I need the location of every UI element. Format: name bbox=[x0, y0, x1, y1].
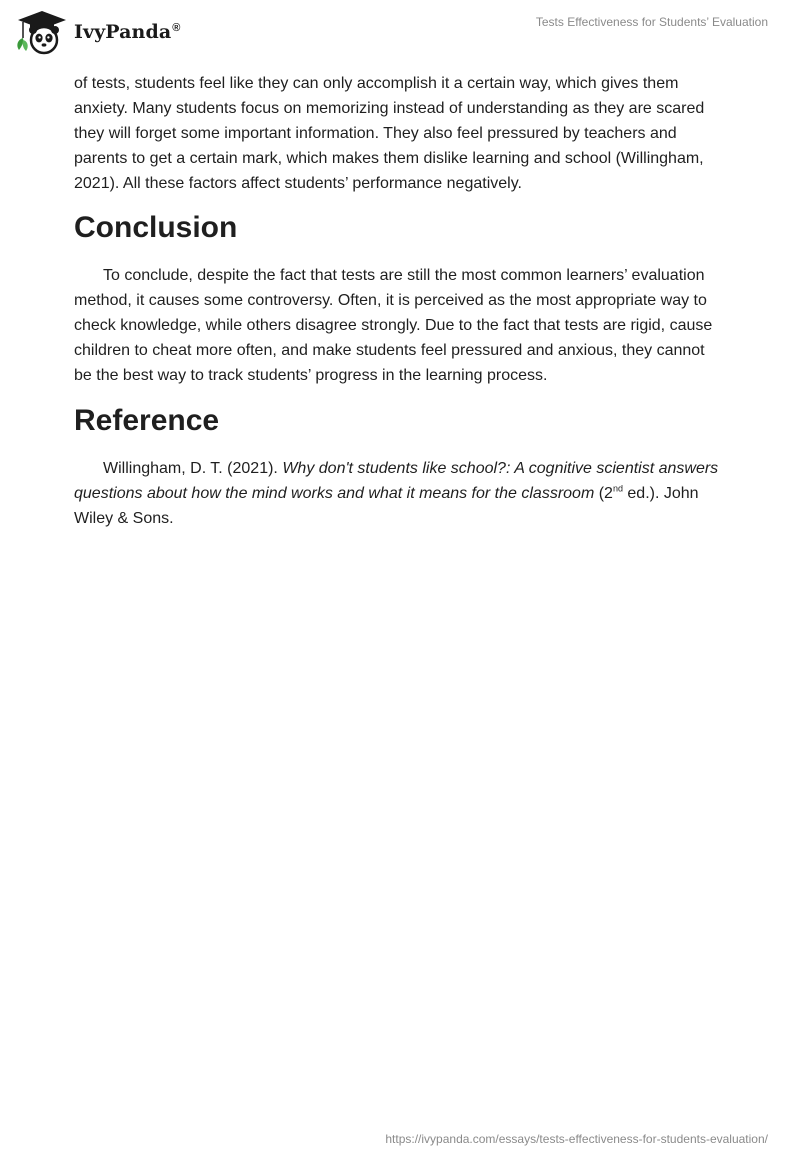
document-body bbox=[74, 71, 726, 531]
page-header bbox=[0, 0, 800, 70]
registered-mark: ® bbox=[172, 21, 181, 34]
reference-author-year: Willingham, D. T. (2021). bbox=[103, 460, 283, 477]
logo-wordmark: IvyPanda® bbox=[74, 21, 181, 43]
document-title: Tests Effectiveness for Students’ Evaluation bbox=[535, 15, 768, 29]
reference-edition-open: (2 bbox=[594, 485, 613, 502]
reference-entry bbox=[74, 456, 726, 531]
reference-edition-superscript: nd bbox=[612, 483, 623, 494]
reference-title: Why don't students like school?: A cognitive scientist answers questions about how the mind works and what it means for the classroom bbox=[74, 460, 719, 502]
reference-heading: Reference bbox=[74, 404, 220, 437]
reference-publisher: ed.). John Wiley & Sons. bbox=[74, 485, 699, 527]
conclusion-paragraph: To conclude, despite the fact that tests are still the most common learners’ evaluation method, it causes some controversy. Often, it is perceived as the most appropriate way to check knowledge, while others disagree strongly. Due to the fact that tests are rigid, cause children to cheat more often, and make students feel pressured and anxious, they cannot be the best way to track students’ progress in the learning process. bbox=[74, 267, 713, 384]
ivypanda-logo[interactable] bbox=[14, 8, 181, 56]
intro-paragraph: of tests, students feel like they can only accomplish it a certain way, which gives them anxiety. Many students focus on memorizing instead of understanding as they are scared they will forget some important information. They also feel pressured by teachers and parents to get a certain mark, which makes them dislike learning and school (Willingham, 2021). All these factors affect students’ performance negatively. bbox=[74, 75, 705, 192]
source-url-link[interactable]: https://ivypanda.com/essays/tests-effectiveness-for-students-evaluation/ bbox=[385, 1132, 768, 1146]
conclusion-heading: Conclusion bbox=[74, 211, 238, 244]
panda-graduate-icon bbox=[14, 8, 70, 56]
